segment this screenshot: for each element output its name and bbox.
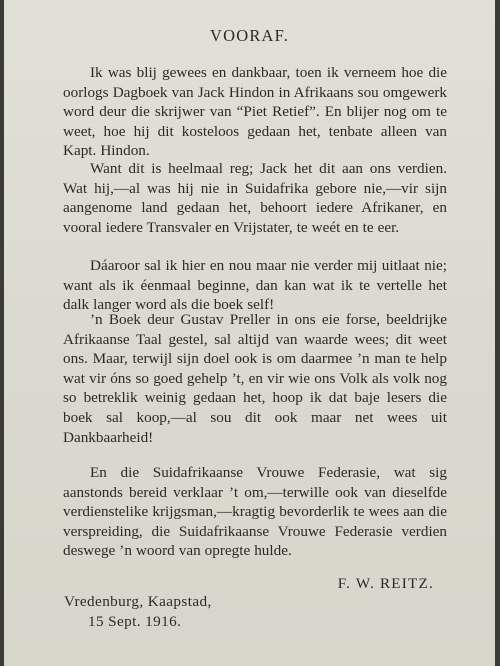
paragraph-5: En die Suidafrikaanse Vrouwe Federasie, wat sig aanstonds bereid verklaar ’t om,—terwille ook van dieselfde verdienstelike krijgsman,—kragtig bevorderlik te wees aan die verspreiding, die Suidafrikaanse Vrouwe Federasie verdien deswege ’n woord van opregte hulde. <box>63 464 447 560</box>
paragraph-1: Ik was blij gewees en dankbaar, toen ik verneem hoe die oorlogs Dagboek van Jack Hindon in Afrikaans sou omgewerk word deur die skrijwer van “Piet Retief”. En blijer nog om te weet, hoe hij dit kosteloos gedaan het, tenbate alleen van Kapt. Hindon. <box>63 64 447 160</box>
author-signature: F. W. REITZ. <box>337 575 434 592</box>
date-line: 15 Sept. 1916. <box>88 613 182 630</box>
paragraph-4: ’n Boek deur Gustav Preller in ons eie forse, beeldrijke Afrikaanse Taal gestel, sal altijd van waarde wees; dit weet ons. Maar, terwijl sijn doel ook is om daarmee ’n man te help wat vir óns so goed gehelp ’t, en vir wie ons Volk als volk nog so betreklik weinig gedaan het, hoop ik dat baje lesers die boek sal koop,—al sou dit ook maar net wees uit Dankbaarheid! <box>63 311 447 446</box>
paragraph-3: Dáaroor sal ik hier en nou maar nie verder mij uitlaat nie; want als ik éenmaal beginne, dan kan wat ik te vertelle het dalk langer word als die boek self! <box>63 257 447 314</box>
place-line: Vredenburg, Kaapstad, <box>64 593 212 610</box>
page-title: VOORAF. <box>209 26 290 45</box>
paragraph-2: Want dit is heelmaal reg; Jack het dit aan ons verdien. Wat hij,—al was hij nie in Suidafrika gebore nie,—vir sijn aangenome land gedaan het, behoort iedere Afrikaner, en vooral iedere Transvaler en Vrijstater, te weét en te eer. <box>63 160 447 236</box>
